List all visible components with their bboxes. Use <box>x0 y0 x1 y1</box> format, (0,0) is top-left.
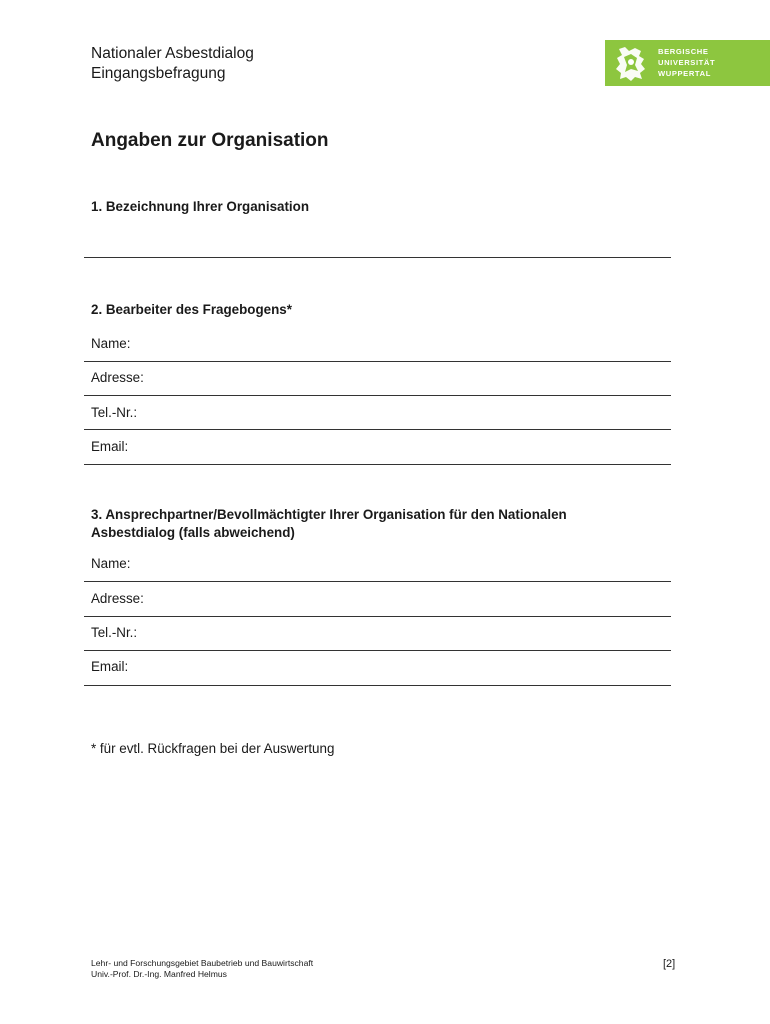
university-logo <box>605 40 770 86</box>
question-2: 2. Bearbeiter des Fragebogens* <box>91 302 292 317</box>
lion-crest-icon <box>611 43 651 83</box>
document-header-line2: Eingangsbefragung <box>91 65 226 82</box>
input-line-telefon[interactable] <box>84 429 671 430</box>
footer-info <box>91 958 313 980</box>
page-title: Angaben zur Organisation <box>91 130 329 151</box>
field-label-adresse: Adresse: <box>91 370 144 385</box>
footer-line1: Lehr- und Forschungsgebiet Baubetrieb und Bauwirtschaft <box>91 958 314 968</box>
input-line-adresse[interactable] <box>84 395 671 396</box>
question-1: 1. Bezeichnung Ihrer Organisation <box>91 199 310 214</box>
footnote: * für evtl. Rückfragen bei der Auswertung <box>91 741 335 756</box>
answer-line-organisation[interactable] <box>84 257 671 258</box>
document-header-line1: Nationaler Asbestdialog <box>91 45 254 62</box>
field-label-adresse: Adresse: <box>91 591 144 606</box>
logo-text-line3: WUPPERTAL <box>658 69 711 78</box>
field-label-name: Name: <box>91 336 131 351</box>
input-line-email[interactable] <box>84 685 671 686</box>
logo-text-line1: BERGISCHE <box>658 47 709 56</box>
input-line-email[interactable] <box>84 464 671 465</box>
page-number: [2] <box>663 958 676 970</box>
question-3-line1: 3. Ansprechpartner/Bevollmächtigter Ihrer Organisation für den Nationalen <box>91 507 567 522</box>
footer-line2: Univ.-Prof. Dr.-Ing. Manfred Helmus <box>91 969 227 979</box>
input-line-adresse[interactable] <box>84 616 671 617</box>
input-line-name[interactable] <box>84 361 671 362</box>
logo-text-line2: UNIVERSITÄT <box>658 58 716 67</box>
field-label-telefon: Tel.-Nr.: <box>91 405 138 420</box>
field-label-name: Name: <box>91 556 131 571</box>
field-label-telefon: Tel.-Nr.: <box>91 625 138 640</box>
input-line-name[interactable] <box>84 581 671 582</box>
field-label-email: Email: <box>91 439 129 454</box>
input-line-telefon[interactable] <box>84 650 671 651</box>
field-label-email: Email: <box>91 659 129 674</box>
question-3-line2: Asbestdialog (falls abweichend) <box>91 525 295 540</box>
